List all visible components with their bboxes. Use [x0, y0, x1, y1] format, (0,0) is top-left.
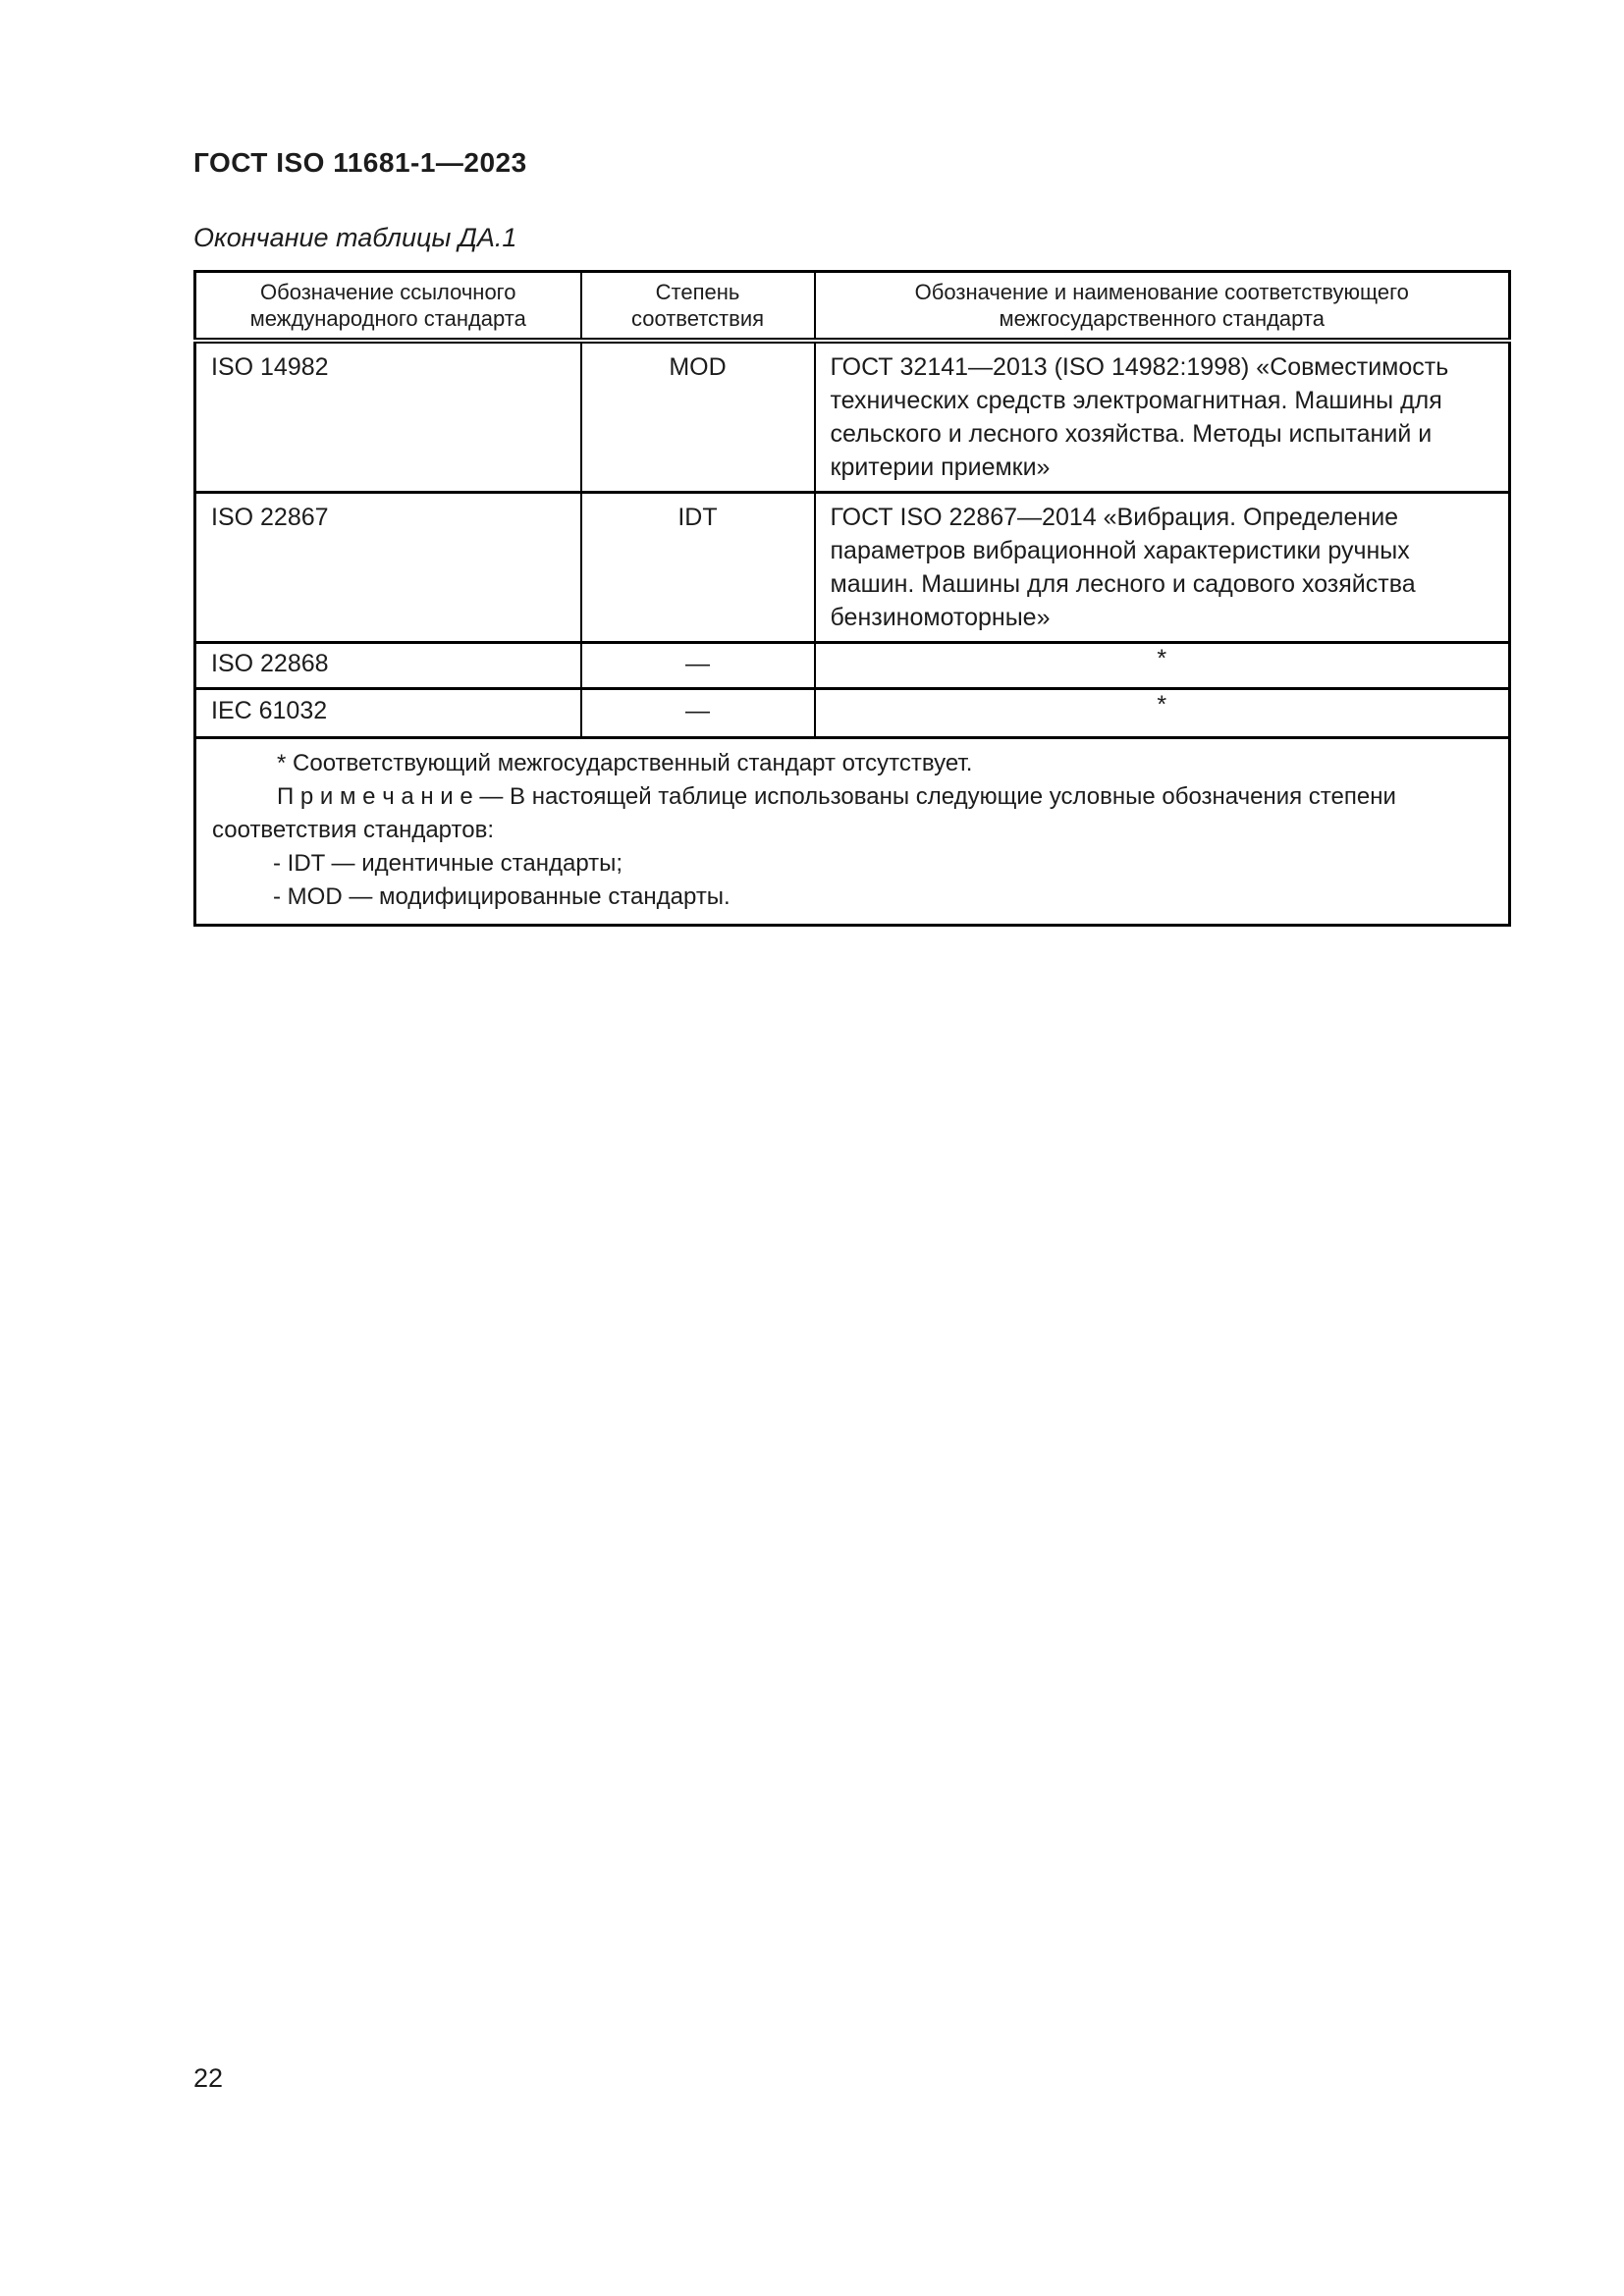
- table-row: [195, 341, 1510, 493]
- standards-correspondence-table: [193, 270, 1511, 927]
- footnote-item-mod: - MOD — модифицированные стандарты.: [273, 882, 731, 910]
- column-header-interstate-standard: Обозначение и наименование соответствующего межгосударственного стандарта: [815, 272, 1510, 341]
- interstate-standard-cell: ГОСТ 32141—2013 (ISO 14982:1998) «Совместимость технических средств электромагнитная. Машины для сельского и лесного хозяйства. Методы испытаний и критерии приемки»: [815, 341, 1510, 493]
- table-row: [195, 642, 1510, 688]
- degree-cell: IDT: [581, 492, 815, 642]
- footnote-item-idt: - IDT — идентичные стандарты;: [273, 849, 623, 877]
- table-footnote-row: [195, 737, 1510, 925]
- interstate-standard-cell: ГОСТ ISO 22867—2014 «Вибрация. Определение параметров вибрационной характеристики ручных машин. Машины для лесного и садового хозяйства бензиномоторные»: [815, 492, 1510, 642]
- column-header-degree-of-conformity: Степень соответствия: [581, 272, 815, 341]
- table-footnote-cell: [195, 737, 1510, 925]
- page-number: 22: [193, 2063, 224, 2093]
- table-header: [195, 272, 1510, 341]
- page-header-title: ГОСТ ISO 11681-1—2023: [193, 147, 527, 178]
- reference-standard-cell: IEC 61032: [195, 688, 581, 737]
- standards-table-container: [193, 270, 1508, 927]
- reference-standard-cell: ISO 22868: [195, 642, 581, 688]
- interstate-standard-cell: *: [815, 642, 1510, 688]
- table-caption: Окончание таблицы ДА.1: [193, 223, 517, 252]
- table-row: [195, 688, 1510, 737]
- degree-cell: —: [581, 642, 815, 688]
- footnote-note-text: П р и м е ч а н и е — В настоящей таблице использованы следующие условные обозначения степени соответствия стандартов:: [212, 782, 1396, 843]
- degree-cell: —: [581, 688, 815, 737]
- table-row: [195, 492, 1510, 642]
- reference-standard-cell: ISO 14982: [195, 341, 581, 493]
- column-header-reference-standard: Обозначение ссылочного международного стандарта: [195, 272, 581, 341]
- table-header-row: [195, 272, 1510, 341]
- reference-standard-cell: ISO 22867: [195, 492, 581, 642]
- interstate-standard-cell: *: [815, 688, 1510, 737]
- footnote-asterisk-text: * Соответствующий межгосударственный стандарт отсутствует.: [277, 749, 973, 776]
- degree-cell: MOD: [581, 341, 815, 493]
